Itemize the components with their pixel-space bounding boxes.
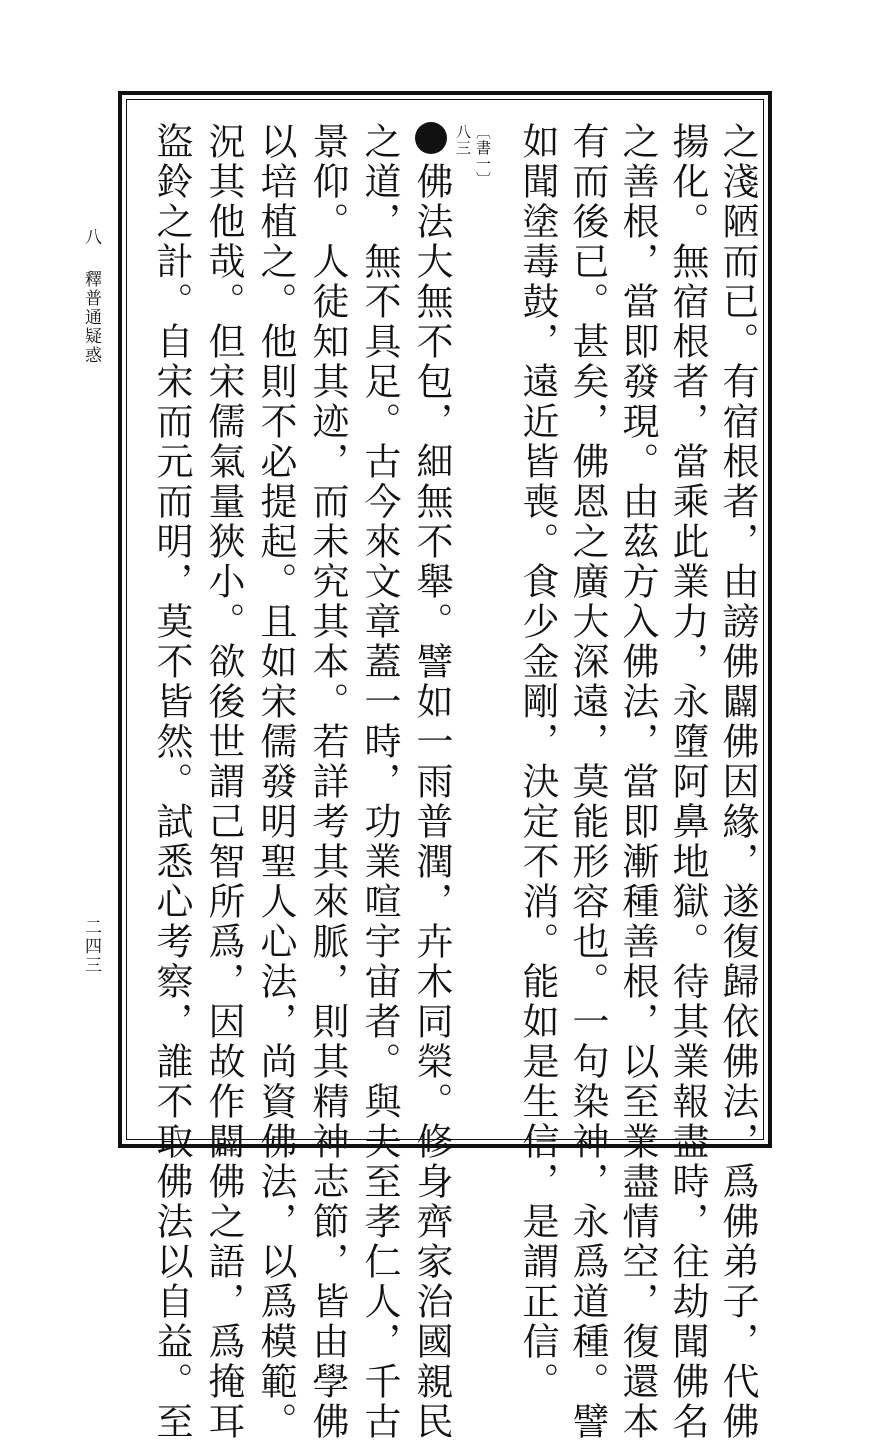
text-column: 如聞塗毒鼓，遠近皆喪。食少金剛，決定不消。能如是生信，是謂正信。	[516, 122, 559, 1402]
text-column: 揚化。無宿根者，當乘此業力，永墮阿鼻地獄。待其業報盡時，往劫聞佛名	[666, 122, 709, 1442]
page-number: 二四三	[81, 918, 101, 975]
text-column-body: 佛法大無不包，細無不舉。譬如一雨普潤，卉木同榮。修身齊家治國親民	[410, 162, 453, 1442]
text-column: 景仰。人徒知其迹，而未究其本。若詳考其來脈，則其精神志節，皆由學佛	[306, 122, 349, 1442]
volume-number: 八	[81, 228, 101, 247]
running-title: 釋普通疑惑	[81, 270, 101, 365]
text-column: 盜鈴之計。自宋而元而明，莫不皆然。試悉心考察，誰不取佛法以自益。至	[150, 122, 193, 1442]
text-column: 之善根，當即發現。由茲方入佛法，當即漸種善根，以至業盡情空，復還本	[616, 122, 659, 1442]
citation-number: 八三	[454, 124, 472, 156]
section-bullet-icon	[415, 122, 447, 154]
text-column: 之道，無不具足。古今來文章蓋一時，功業喧宇宙者。與夫至孝仁人，千古	[358, 122, 401, 1442]
text-column: 之淺陋而已。有宿根者，由謗佛闢佛因緣，遂復歸依佛法，爲佛弟子，代佛	[716, 122, 759, 1442]
text-column: 有而後已。甚矣，佛恩之廣大深遠，莫能形容也。一句染神，永爲道種。譬	[566, 122, 609, 1442]
text-column: 以培植之。他則不必提起。且如宋儒發明聖人心法，尚資佛法，以爲模範。	[254, 122, 297, 1442]
text-column-first	[408, 122, 454, 1442]
citation-book: 〔書一〕	[474, 124, 492, 188]
text-column: 況其他哉。但宋儒氣量狹小。欲後世謂己智所爲，因故作闢佛之語，爲掩耳	[202, 122, 245, 1442]
